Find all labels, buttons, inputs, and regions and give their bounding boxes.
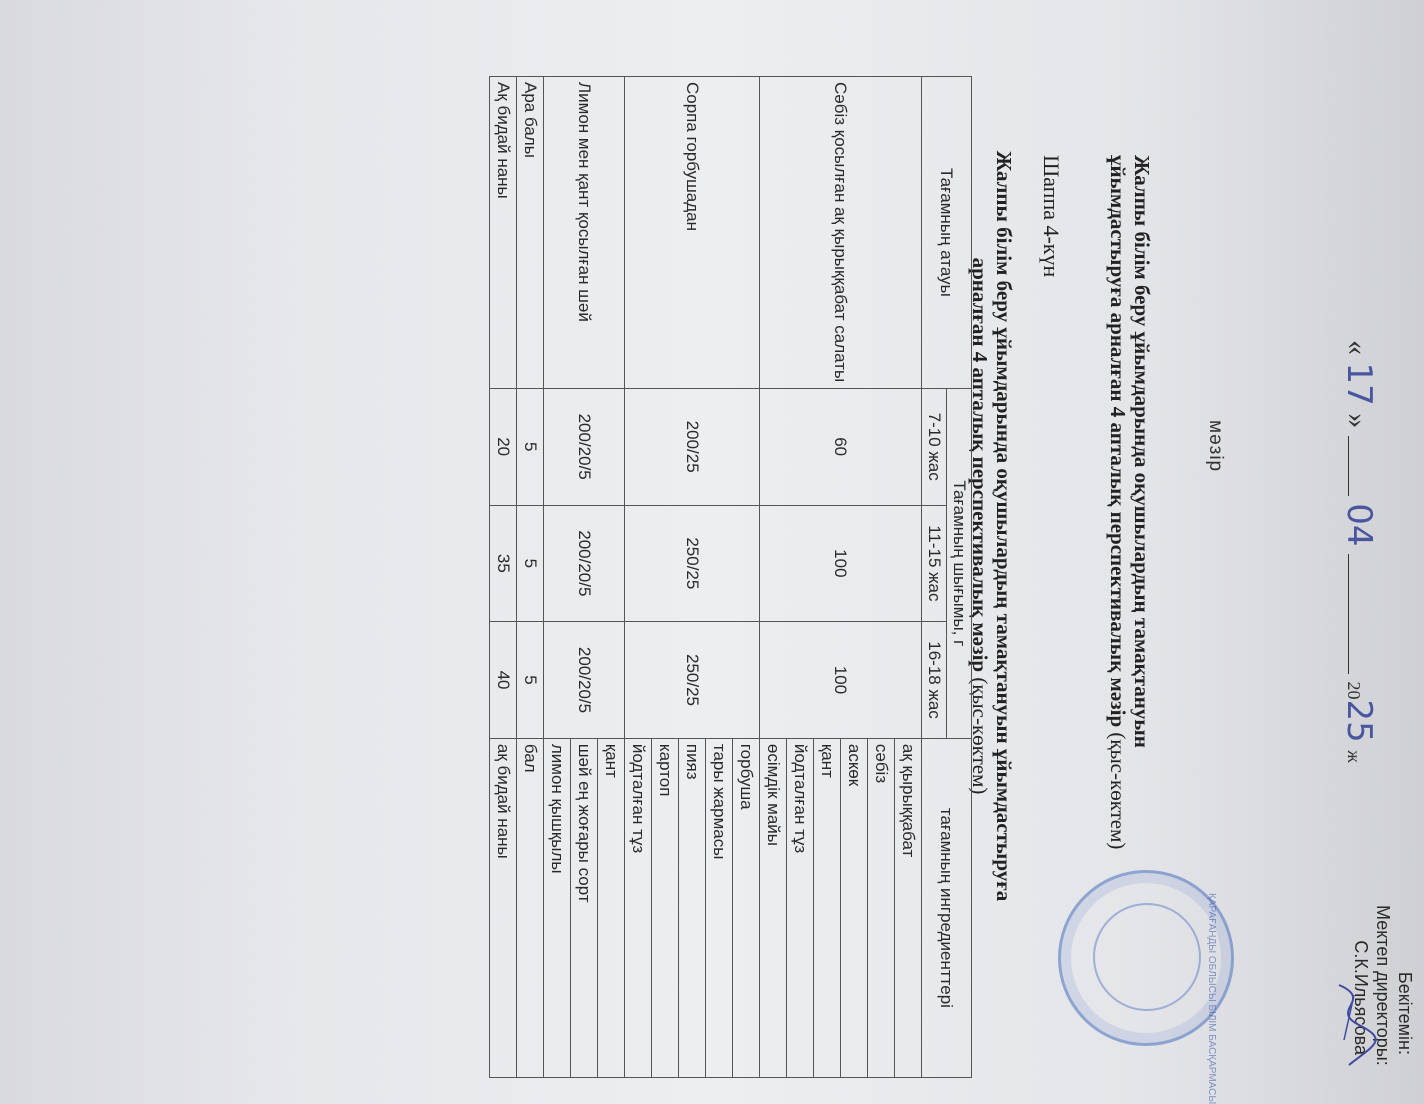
ingredient: ақ қырыққабат (895, 738, 922, 1077)
document-heading (1106, 155, 1154, 849)
column-header-ingredients: тағамның ингредиенттері (922, 738, 972, 1077)
ingredient: тары жармасы (706, 738, 733, 1077)
approval-position: Мектеп директоры: (1373, 905, 1393, 1066)
yield-age-16-18: 250/25 (625, 622, 760, 739)
table-row (490, 77, 517, 1078)
dish-name: Лимон мен қант қосылған шәй (544, 77, 625, 389)
date-day: 17 (1339, 362, 1379, 406)
ingredient: горбуша (733, 738, 760, 1077)
approval-label: Бекітемін: (1395, 971, 1415, 1055)
yield-age-16-18: 40 (490, 622, 517, 739)
ingredient: аскөк (841, 738, 868, 1077)
table-title-line-1: Жалпы білім беру ұйымдарында оқушылардың тамақтануын ұйымдастыруға (992, 150, 1016, 902)
yield-age-7-10: 20 (490, 388, 517, 505)
yield-age-7-10: 200/25 (625, 388, 760, 505)
dish-name: Сәбіз қосылған ақ қырыққабат салаты (760, 77, 922, 389)
seal-text: ҚАРАҒАНДЫ ОБЛЫСЫ БІЛІМ БАСҚАРМАСЫ (1206, 893, 1217, 1104)
table-row (733, 77, 760, 1078)
yield-age-11-15: 200/20/5 (544, 505, 625, 622)
heading-line-2: ұйымдастыруға арналған 4 апталық перспективалық мәзір (1106, 155, 1130, 728)
column-header-dish: Тағамның атауы (922, 77, 972, 389)
date-quote-open: « (1341, 340, 1374, 355)
yield-age-7-10: 5 (517, 388, 544, 505)
column-header-age-11-15: 11-15 жас (922, 505, 947, 622)
yield-age-11-15: 35 (490, 505, 517, 622)
column-header-age-16-18: 16-18 жас (922, 622, 947, 739)
column-header-age-7-10: 7-10 жас (922, 388, 947, 505)
yield-age-16-18: 200/20/5 (544, 622, 625, 739)
yield-age-7-10: 200/20/5 (544, 388, 625, 505)
ingredient: лимон қышқылы (544, 738, 571, 1077)
official-seal-icon (1058, 870, 1234, 1104)
page-title: мәзір (1205, 420, 1226, 473)
table-row (895, 77, 922, 1078)
date-year-prefix: 20 (1344, 681, 1364, 700)
yield-age-16-18: 5 (517, 622, 544, 739)
date-quote-close: » (1341, 413, 1374, 429)
ingredient: шәй ең жоғары сорт (571, 738, 598, 1077)
table-title-season: (қыс-көктем) (968, 677, 992, 795)
yield-age-11-15: 5 (517, 505, 544, 622)
ingredient: йодталған тұз (625, 738, 652, 1077)
date-year-word: ж (1344, 750, 1364, 763)
dish-name: Ақ бидай наны (490, 77, 517, 389)
table-row (598, 77, 625, 1078)
ingredient: йодталған тұз (787, 738, 814, 1077)
day-label: Шаппа 4-күн (1039, 155, 1064, 278)
ingredient: бал (517, 738, 544, 1077)
ingredient: сәбіз (868, 738, 895, 1077)
ingredient: қант (598, 738, 625, 1077)
date-year-suffix: 25 (1339, 699, 1379, 743)
dish-name: Ара балы (517, 77, 544, 389)
ingredient: қант (814, 738, 841, 1077)
heading-line-1: Жалпы білім беру ұйымдарында оқушылардың тамақтануын (1130, 155, 1154, 748)
menu-table-body (490, 77, 922, 1078)
table-row (517, 77, 544, 1078)
signature-icon (1324, 980, 1384, 1070)
yield-age-11-15: 250/25 (625, 505, 760, 622)
dish-name: Сорпа горбушадан (625, 77, 760, 389)
column-header-yield: Тағамның шығымы, г (947, 388, 972, 738)
table-title-line-2: арналған 4 апталық перспективалық мәзір (968, 257, 992, 673)
ingredient: пияз (679, 738, 706, 1077)
ingredient: картоп (652, 738, 679, 1077)
ingredient: ақ бидай наны (490, 738, 517, 1077)
approval-signer-name: С.К.Ильясова (1351, 940, 1371, 1055)
menu-table (489, 76, 972, 1078)
yield-age-11-15: 100 (760, 505, 922, 622)
table-title (968, 76, 1016, 976)
yield-age-16-18: 100 (760, 622, 922, 739)
approval-date (1339, 340, 1379, 763)
yield-age-7-10: 60 (760, 388, 922, 505)
date-month: 04 (1339, 503, 1379, 547)
ingredient: өсімдік майы (760, 738, 787, 1077)
heading-season: (қыс-көктем) (1106, 732, 1130, 850)
